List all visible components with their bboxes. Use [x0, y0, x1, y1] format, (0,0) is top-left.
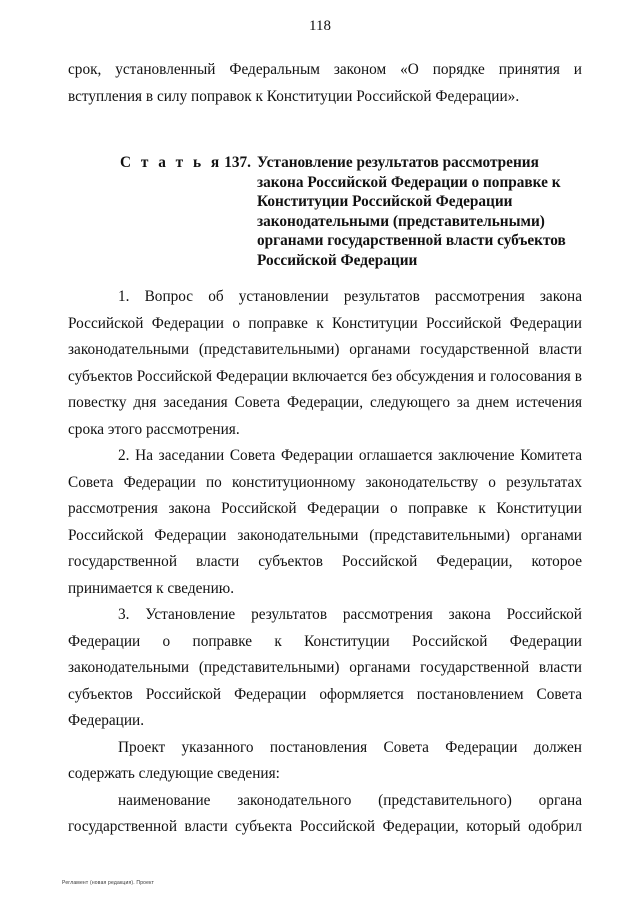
intro-paragraph: срок, установленный Федеральным законом «О порядке принятия и вступления в силу поправок к Конституции Российской Федерации».: [68, 61, 582, 105]
article-label: С т а т ь я: [120, 154, 223, 171]
article-title: Установление результатов рассмотрения закона Российской Федерации о поправке к Конституции Российской Федерации законодательными (представительными) органами государственной власти субъектов Российской Федерации: [257, 154, 566, 269]
article-heading: [68, 153, 582, 270]
paragraph-4: Проект указанного постановления Совета Федерации должен содержать следующие сведения:: [68, 738, 582, 782]
paragraph-3: 3. Установление результатов рассмотрения закона Российской Федерации о поправке к Конституции Российской Федерации законодательными (представительными) органами государственной власти субъектов Российской Федерации оформляется постановлением Совета Федерации.: [68, 606, 582, 729]
article-number: 137.: [224, 154, 251, 171]
document-body: [68, 57, 582, 841]
paragraph-5: наименование законодательного (представительного) органа государственной власти субъекта Российской Федерации, который одобрил: [68, 791, 582, 835]
page-number: 118: [309, 18, 331, 34]
paragraph-1: 1. Вопрос об установлении результатов рассмотрения закона Российской Федерации о поправке к Конституции Российской Федерации законодательными (представительными) органами государственной власти субъектов Российской Федерации включается без обсуждения и голосования в повестку дня заседания Совета Федерации, следующего за днем истечения срока этого рассмотрения.: [68, 288, 582, 438]
footer-note: Регламент (новая редакция). Проект: [62, 880, 155, 886]
paragraph-2: 2. На заседании Совета Федерации оглашается заключение Комитета Совета Федерации по конституционному законодательству о результатах рассмотрения закона Российской Федерации о поправке к Конституции Российской Федерации законодательными (представительными) органами государственной власти субъектов Российской Федерации, которое принимается к сведению.: [68, 447, 582, 597]
